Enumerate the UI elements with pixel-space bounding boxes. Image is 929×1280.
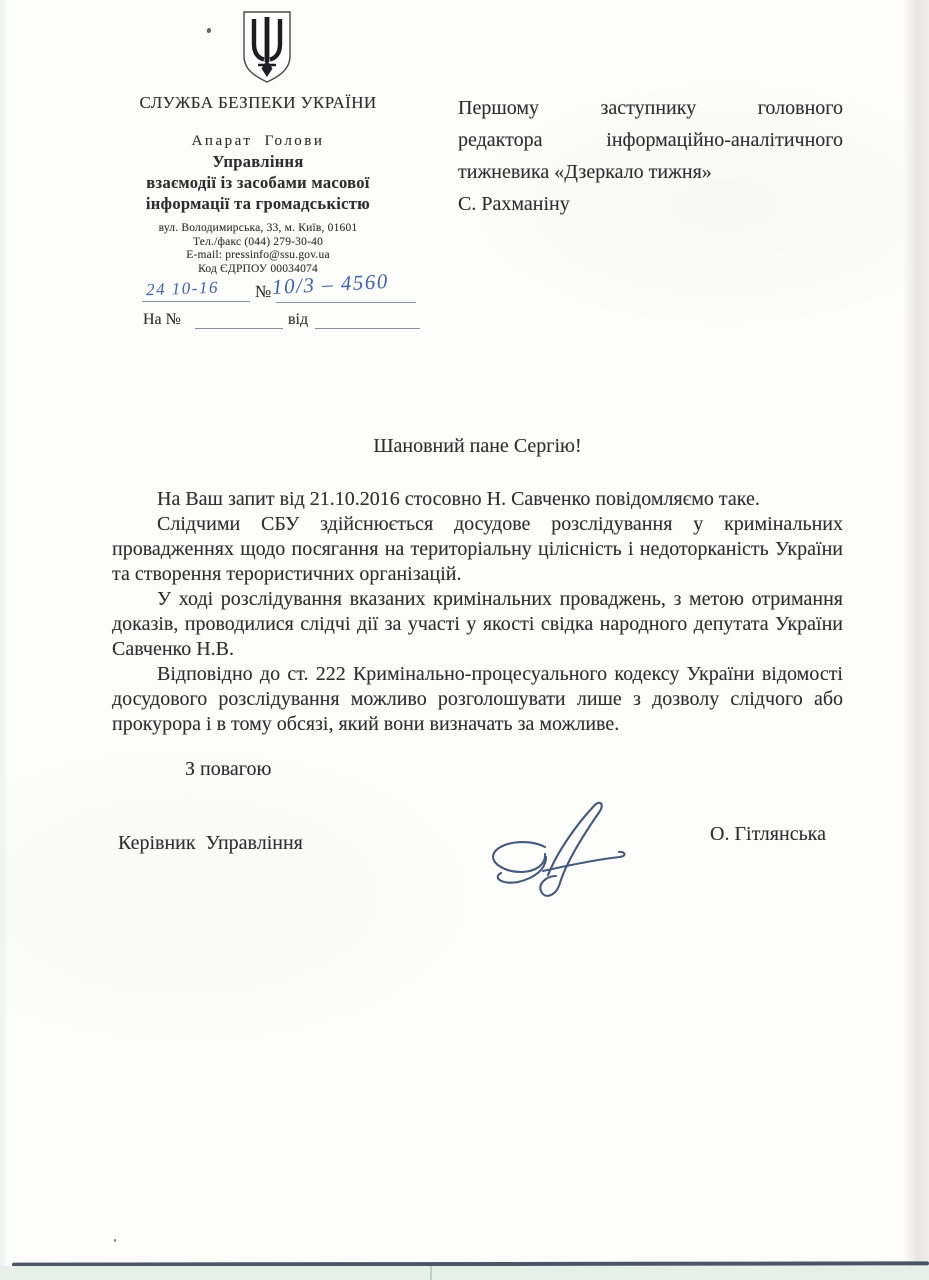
letter-body [112, 487, 843, 737]
address-block [110, 222, 406, 276]
address-line: Тел./факс (044) 279-30-40 [192, 235, 324, 248]
scan-right-edge [903, 0, 929, 1280]
recipient-line: Першому заступнику головного [458, 97, 843, 119]
reply-date-ruling-line [315, 328, 420, 329]
handwritten-signature [488, 795, 633, 900]
scan-bottom-strip [0, 1266, 929, 1280]
unit-line: Апарат Голови [191, 133, 325, 149]
paragraph: Слідчими СБУ здійснюється досудове розслідування у кримінальних провадженнях щодо посягання на територіальну цілісність і недоторканість України та створення терористичних організацій. [112, 513, 843, 585]
reply-number-ruling-line [195, 328, 283, 329]
organization-name: СЛУЖБА БЕЗПЕКИ УКРАЇНИ [139, 93, 377, 112]
paragraph: У ході розслідування вказаних кримінальних проваджень, з метою отримання доказів, проводилися слідчі дії за участі у якості свідка народного депутата України Савченко Н.В. [112, 588, 843, 660]
unit-line: Управління [212, 152, 304, 171]
handwritten-date: 24 10-16 [145, 277, 220, 300]
number-sign: № [255, 282, 272, 301]
recipient-line: редактора інформаційно-аналітичного [458, 129, 843, 151]
address-line: вул. Володимирська, 33, м. Київ, 01601 [158, 222, 358, 234]
reply-to-label: На № [143, 311, 181, 328]
address-line: E-mail: pressinfo@ssu.gov.ua [186, 249, 330, 261]
unit-line: взаємодії із засобами масової [146, 173, 370, 192]
scan-speck [206, 27, 211, 33]
paragraph: На Ваш запит від 21.10.2016 стосовно Н. Савченко повідомляємо таке. [157, 488, 760, 510]
signer-title: Керівник Управління [118, 832, 303, 854]
closing-phrase: З повагою [185, 758, 272, 780]
handwritten-number: 10/3 – 4560 [271, 268, 390, 300]
recipient-line: тижневика «Дзеркало тижня» [458, 161, 712, 183]
scan-speck [114, 1239, 116, 1242]
organization-unit [110, 131, 406, 214]
salutation: Шановний пане Сергію! [373, 435, 582, 457]
reply-from-label: від [288, 311, 309, 328]
scan-left-edge [0, 0, 5, 1280]
ukraine-trident-emblem [241, 10, 293, 84]
scan-strip-mark [430, 1266, 432, 1280]
number-ruling-line [276, 302, 416, 303]
recipient-name: С. Рахманіну [458, 193, 570, 215]
address-line: Код ЄДРПОУ 00034074 [198, 262, 318, 275]
date-ruling-line [142, 301, 250, 302]
paragraph: Відповідно до ст. 222 Кримінально-процесуального кодексу України відомості досудового розслідування можливо розголошувати лише з дозволу слідчого або прокурора і в тому обсязі, який вони визначать за можливе. [112, 663, 843, 735]
recipient-block [458, 92, 843, 220]
signer-name: О. Гітлянська [710, 823, 826, 845]
unit-line: інформації та громадськістю [145, 194, 371, 213]
